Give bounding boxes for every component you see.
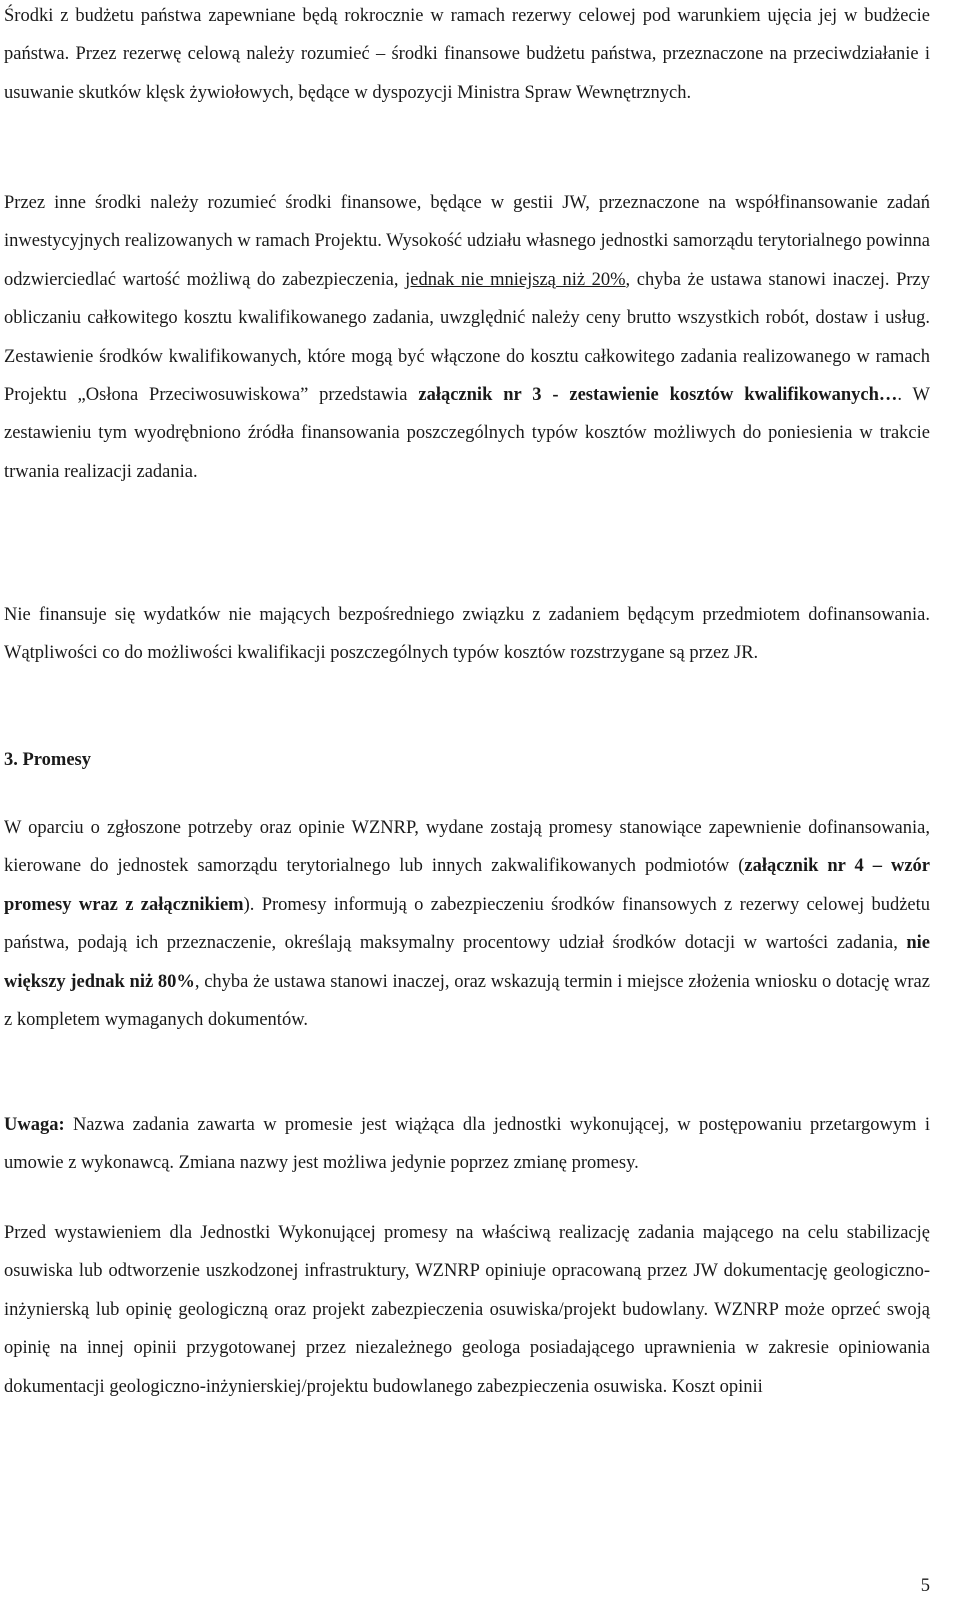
paragraph-text: W oparciu o zgłoszone potrzeby oraz opinie WZNRP, wydane zostają promesy stanowiące zapewnienie dofinansowania, kierowane do jednostek samorządu terytorialnego lub innych zakwalifikowanych podmiotów ( [4, 818, 930, 877]
paragraph-rezerwa-celowa [4, 0, 930, 112]
underlined-threshold: jednak nie mniejszą niż 20% [405, 269, 626, 290]
paragraph-wydatki [4, 596, 930, 673]
paragraph-promesy [4, 809, 930, 1039]
paragraph-text: Przed wystawieniem dla Jednostki Wykonującej promesy na właściwą realizację zadania mającego na celu stabilizację osuwiska lub odtworzenie uszkodzonej infrastruktury, WZNRP opiniuje opracowaną przez JW dokumentację geologiczno-inżynierską lub opinię geologiczną oraz projekt zabezpieczenia osuwiska/projekt budowlany. WZNRP może oprzeć swoją opinię na innej opinii przygotowanej przez niezależnego geologa posiadającego uprawnienia w zakresie opiniowania dokumentacji geologiczno-inżynierskiej/projektu budowlanego zabezpieczenia osuwiska. Koszt opinii [4, 1223, 930, 1397]
paragraph-uwaga [4, 1106, 930, 1183]
section-heading: 3. Promesy [4, 750, 91, 770]
paragraph-inne-srodki [4, 184, 930, 491]
attachment-reference: załącznik nr 3 - zestawienie kosztów kwalifikowanych… [418, 385, 898, 406]
paragraph-text: , chyba że ustawa stanowi inaczej. Przy obliczaniu całkowitego kosztu kwalifikowanego zadania, uwzględnić należy ceny brutto wszystkich robót, dostaw i usług. Zestawienie środków kwalifikowanych, które mogą być włączone do kosztu całkowitego zadania realizowanego w ramach Projektu „Osłona Przeciwosuwiskowa” przedstawia [4, 269, 930, 406]
paragraph-text: Przez inne środki należy rozumieć środki finansowe, będące w gestii JW, przeznaczone na współfinansowanie zadań inwestycyjnych realizowanych w ramach Projektu. Wysokość udziału własnego jednostki samorządu terytorialnego powinna odzwierciedlać wartość możliwą do zabezpieczenia, [4, 193, 930, 290]
paragraph-text: . W zestawieniu tym wyodrębniono źródła finansowania poszczególnych typów kosztów możliwych do poniesienia w trakcie trwania realizacji zadania. [4, 385, 931, 482]
paragraph-text: ). Promesy informują o zabezpieczeniu środków finansowych z rezerwy celowej budżetu państwa, podają ich przeznaczenie, określają maksymalny procentowy udział środków dotacji w wartości zadania, [4, 894, 931, 954]
paragraph-opinia-wznrp [4, 1214, 930, 1406]
attachment-reference: załącznik nr 4 – wzór promesy wraz z załącznikiem [4, 856, 930, 915]
paragraph-text: , chyba że ustawa stanowi inaczej, oraz wskazują termin i miejsce złożenia wniosku o dotację wraz z kompletem wymaganych dokumentów. [4, 971, 930, 1031]
page-number: 5 [920, 1576, 930, 1596]
paragraph-text: Nie finansuje się wydatków nie mających bezpośredniego związku z zadaniem będącym przedmiotem dofinansowania. Wątpliwości co do możliwości kwalifikacji poszczególnych typów kosztów rozstrzygane są przez JR. [4, 605, 930, 664]
max-share-note: nie większy jednak niż 80% [4, 933, 930, 992]
note-label: Uwaga: [4, 1115, 65, 1135]
paragraph-text: Nazwa zadania zawarta w promesie jest wiążąca dla jednostki wykonującej, w postępowaniu przetargowym i umowie z wykonawcą. Zmiana nazwy jest możliwa jedynie poprzez zmianę promesy. [4, 1115, 930, 1174]
paragraph-text: Środki z budżetu państwa zapewniane będą rokrocznie w ramach rezerwy celowej pod warunkiem ujęcia jej w budżecie państwa. Przez rezerwę celową należy rozumieć – środki finansowe budżetu państwa, przeznaczone na przeciwdziałanie i usuwanie skutków klęsk żywiołowych, będące w dyspozycji Ministra Spraw Wewnętrznych. [4, 6, 930, 103]
